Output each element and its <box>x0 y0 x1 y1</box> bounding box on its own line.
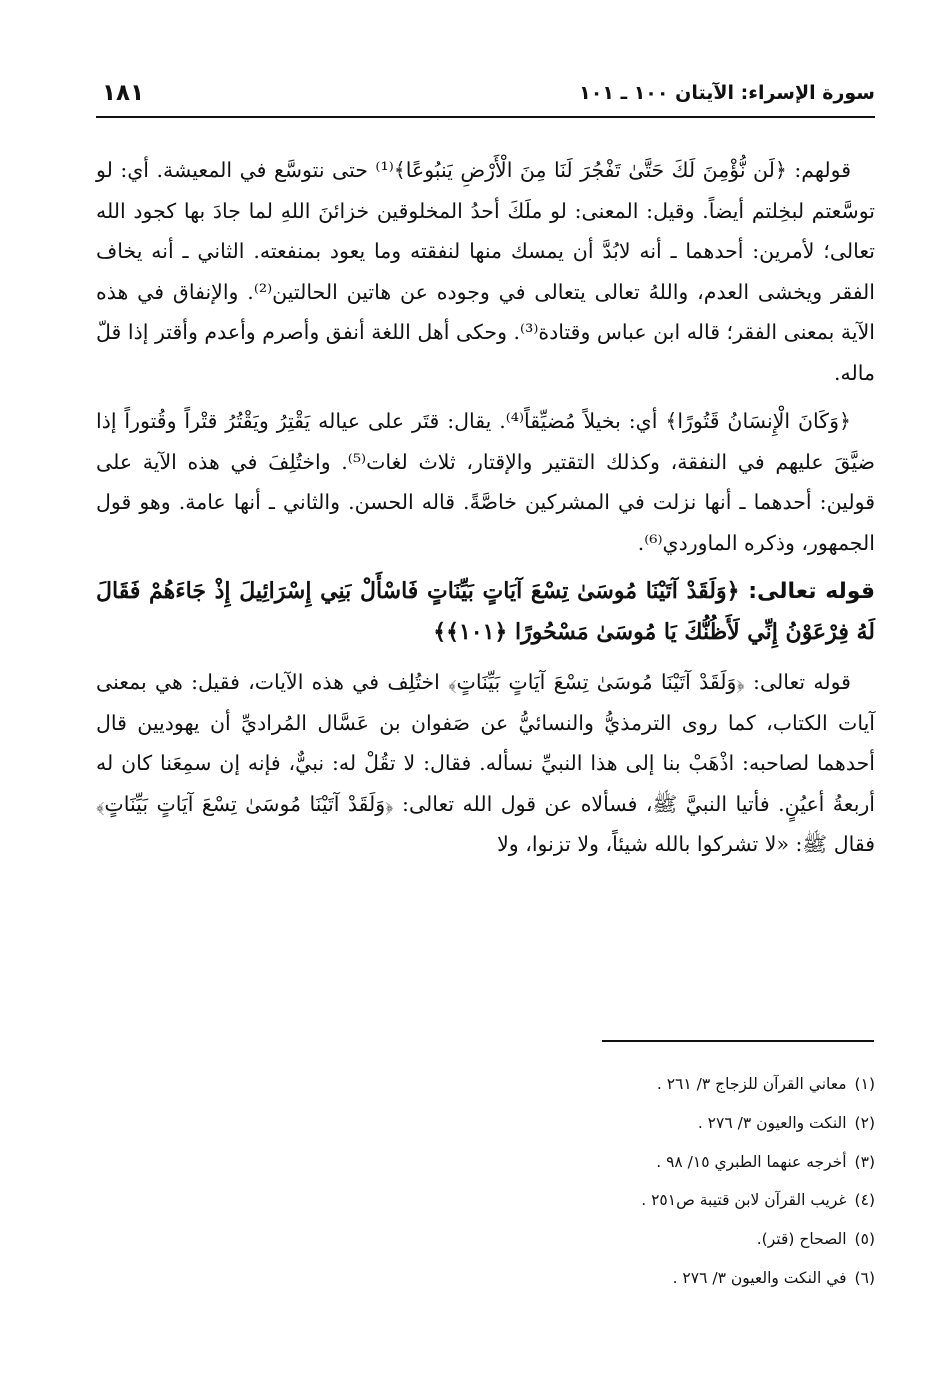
verse-heading-lead: قوله تعالى: <box>748 579 875 604</box>
footnotes <box>96 1072 875 1305</box>
footnote-item <box>96 1266 875 1305</box>
footnote-divider <box>602 1040 874 1042</box>
footnote-text: في النكت والعيون ٣/ ٢٧٦ . <box>672 1268 847 1287</box>
footnote-item <box>96 1227 875 1266</box>
page-header <box>96 76 875 118</box>
footnote-text: الصحاح (قتر). <box>756 1230 847 1249</box>
footnote-number: (٣) <box>854 1152 875 1171</box>
footnote-item <box>96 1072 875 1111</box>
footnote-number: (٢) <box>854 1113 875 1132</box>
verse-heading <box>96 571 875 652</box>
page-number: ١٨١ <box>102 80 145 106</box>
footnote-number: (١) <box>854 1075 875 1093</box>
main-text <box>96 150 875 873</box>
footnote-text: معاني القرآن للزجاج ٣/ ٢٦١ . <box>656 1075 847 1093</box>
paragraph-2: ﴿وَكَانَ الْإِنسَانُ قَتُورًا﴾ أي: بخيلاً مُضيِّقاً⁽⁴⁾. يقال: قتَر على عياله يَقْتِرُ ويَقْتُرُ قتْراً وقُتوراً إذا ضيَّقَ عليهم في النفقة، وكذلك التقتير والإقتار، ثلاث لغات⁽⁵⁾. واختُلِفَ في هذه الآية على قولين: أحدهما ـ أنها نزلت في المشركين خاصَّةً. قاله الحسن. والثاني ـ أنها عامة. وهو قول الجمهور، وذكره الماوردي⁽⁶⁾. <box>96 409 875 555</box>
running-title: سورة الإسراء: الآيتان ١٠٠ ـ ١٠١ <box>579 82 875 104</box>
verse-heading-text: ﴿وَلَقَدْ آتَيْنَا مُوسَىٰ تِسْعَ آيَاتٍ بَيِّنَاتٍ فَاسْأَلْ بَنِي إِسْرَائِيلَ إِذْ جَاءَهُمْ فَقَالَ لَهُ فِرْعَوْنُ إِنِّي لَأَظُنُّكَ يَا مُوسَىٰ مَسْحُورًا ﴿١٠١﴾﴾ <box>96 578 875 645</box>
footnote-item <box>96 1111 875 1150</box>
footnote-text: أخرجه عنهما الطبري ١٥/ ٩٨ . <box>656 1152 847 1171</box>
footnote-text: غريب القرآن لابن قتيبة ص٢٥١ . <box>641 1191 847 1210</box>
footnote-item <box>96 1150 875 1189</box>
footnote-item <box>96 1188 875 1227</box>
footnote-number: (٥) <box>854 1230 875 1249</box>
paragraph-1: قولهم: ﴿لَن نُّؤْمِنَ لَكَ حَتَّىٰ تَفْجُرَ لَنَا مِنَ الْأَرْضِ يَنبُوعًا﴾⁽¹⁾ حتى نتوسَّع في المعيشة. أي: لو توسَّعتم لبخِلتم أيضاً. وقيل: المعنى: لو ملَكَ أحدُ المخلوقين خزائنَ اللهِ لما جادَ بها كجود الله تعالى؛ لأمرين: أحدهما ـ أنه لابُدَّ أن يمسك منها لنفقته وما يعود بمنفعته. الثاني ـ أنه يخاف الفقر ويخشى العدم، واللهُ تعالى يتعالى في وجوده عن هاتين الحالتين⁽²⁾. والإنفاق في هذه الآية بمعنى الفقر؛ قاله ابن عباس وقتادة⁽³⁾. وحكى أهل اللغة أنفق وأصرم وأعدم وأقتر إذا قلّ ماله. <box>96 158 876 385</box>
paragraph-3: قوله تعالى: ﴿وَلَقَدْ آتَيْنَا مُوسَىٰ تِسْعَ آيَاتٍ بَيِّنَاتٍ﴾ اختُلِف في هذه الآيات، فقيل: هي بمعنى آيات الكتاب، كما روى الترمذيُّ والنسائيُّ عن صَفوان بن عَسَّال المُراديِّ أن يهوديين قال أحدهما لصاحبه: اذْهَبْ بنا إلى هذا النبيِّ نسأله. فقال: لا تقُلْ له: نبيٌّ، فإنه إن سمِعَنا كان له أربعةُ أعيُنٍ. فأتيا النبيَّ ﷺ، فسألاه عن قول الله تعالى: ﴿وَلَقَدْ آتَيْنَا مُوسَىٰ تِسْعَ آيَاتٍ بَيِّنَاتٍ﴾ فقال ﷺ: «لا تشركوا بالله شيئاً، ولا تزنوا، ولا <box>96 670 875 856</box>
footnote-text: النكت والعيون ٣/ ٢٧٦ . <box>697 1113 847 1132</box>
footnote-number: (٦) <box>854 1268 875 1287</box>
footnote-number: (٤) <box>854 1191 875 1210</box>
